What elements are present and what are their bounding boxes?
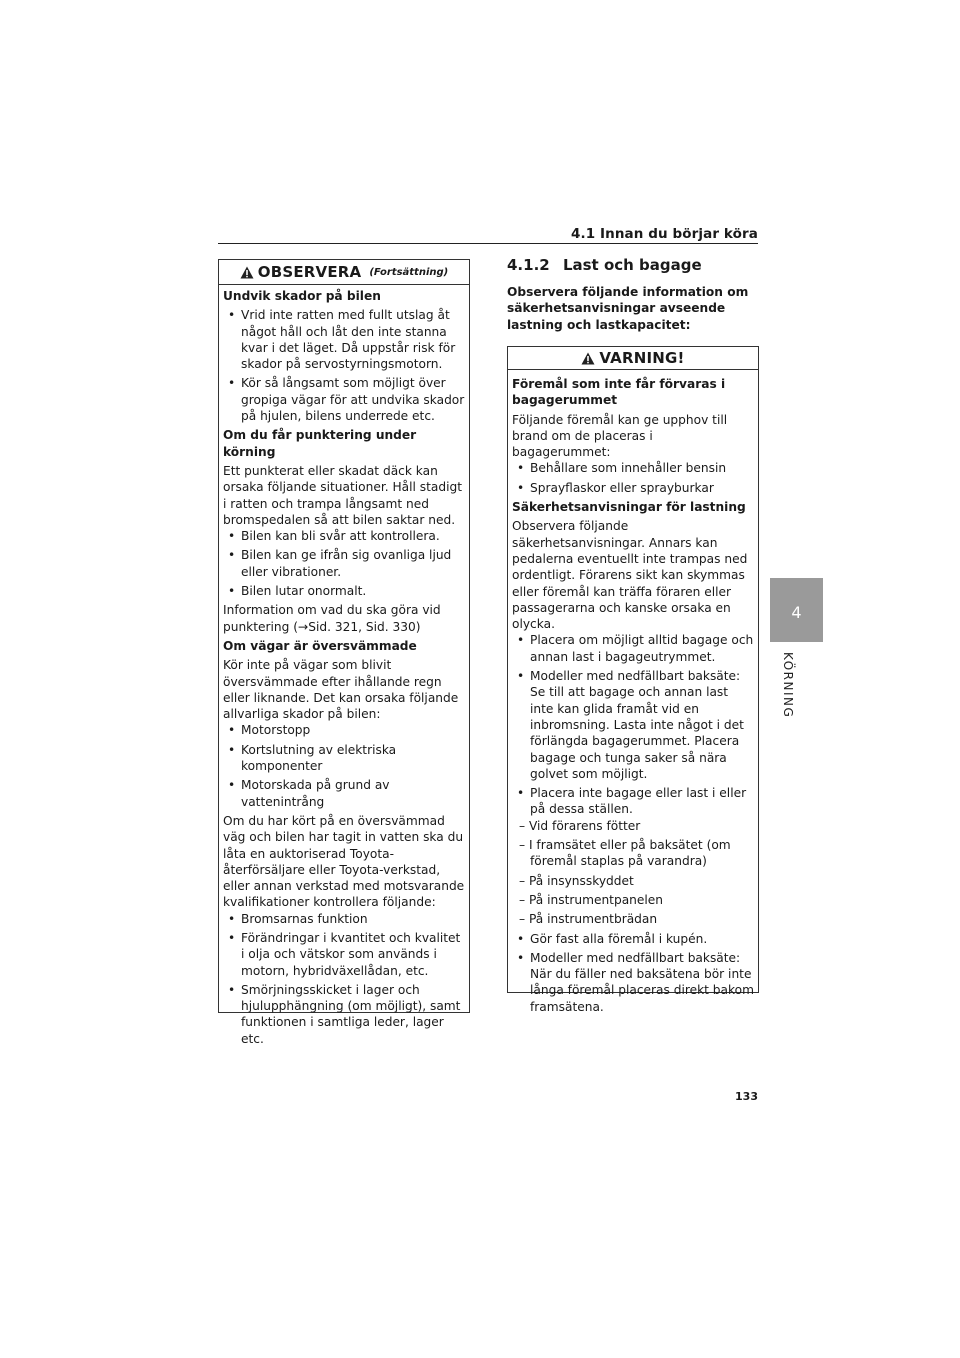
bullet-item: • Kortslutning av elektriska komponenter xyxy=(223,742,465,775)
section-title-text: Last och bagage xyxy=(562,256,702,274)
warning-body xyxy=(508,370,758,1015)
chapter-header: 4.1 Innan du börjar köra xyxy=(570,226,758,242)
bullet-item: • Modeller med nedfällbart baksäte: Se till att bagage och annan last inte kan glida framåt vid en inbromsning. Lasta inte något i det förlängda bagagerummet. Placera bagage och tunga saker så nära golvet som möjligt. xyxy=(512,668,754,782)
warning-box xyxy=(507,346,759,1014)
bullet-item: • Placera om möjligt alltid bagage och annan last i bagageutrymmet. xyxy=(512,632,754,665)
dash-item: – I framsätet eller på baksätet (om föremål staplas på varandra) xyxy=(512,837,754,870)
warning-box-header xyxy=(508,347,758,370)
paragraph: Observera följande säkerhetsanvisningar. Annars kan pedalerna eventuellt inte trampas ned ordentligt. Förarens sikt kan skymmas eller föremål kan träffa föraren eller passagerarna och kanske orsaka en olycka. xyxy=(512,519,748,632)
dash-item: – På instrumentpanelen xyxy=(512,892,754,908)
bullet-item: • Bilen kan ge ifrån sig ovanliga ljud eller vibrationer. xyxy=(223,547,465,580)
bullet-item: • Bilen lutar onormalt. xyxy=(223,583,465,599)
bullet-item: • Förändringar i kvantitet och kvalitet i olja och vätskor som används i motorn, hybridväxellådan, etc. xyxy=(223,930,465,979)
paragraph: Om du har kört på en översvämmad väg och bilen har tagit in vatten ska du låta en auktoriserad Toyota-återförsäljare eller Toyota-verkstad, eller annan verkstad med motsvarande kvalifikationer kontrollera följande: xyxy=(223,813,465,910)
bullet-item: • Motorstopp xyxy=(223,722,465,738)
bullet-item: • Sprayflaskor eller sprayburkar xyxy=(512,480,754,496)
dash-item: – Vid förarens fötter xyxy=(512,818,754,834)
warning-title: VARNING! xyxy=(599,349,685,367)
warning-triangle-icon xyxy=(240,266,254,279)
chapter-tab: 4 xyxy=(770,578,823,642)
warning-heading: Föremål som inte får förvaras i bagagerummet xyxy=(512,377,726,408)
caution-heading: Om du får punktering under körning xyxy=(223,428,417,459)
bullet-item: • Motorskada på grund av vattenintrång xyxy=(223,777,465,810)
paragraph: Information om vad du ska göra vid punktering (→Sid. 321, Sid. 330) xyxy=(223,603,441,634)
caution-heading: Undvik skador på bilen xyxy=(223,289,381,303)
bullet-item: • Placera inte bagage eller last i eller på dessa ställen. xyxy=(512,785,754,818)
bullet-item: • Gör fast alla föremål i kupén. xyxy=(512,931,754,947)
paragraph: Följande föremål kan ge upphov till brand om de placeras i bagagerummet: xyxy=(512,412,728,460)
bullet-item: • Modeller med nedfällbart baksäte: När du fäller ned baksätena bör inte långa föremål placeras direkt bakom framsätena. xyxy=(512,950,754,1015)
caution-box-header xyxy=(219,260,469,285)
warning-triangle-icon xyxy=(581,352,595,365)
bullet-item: • Behållare som innehåller bensin xyxy=(512,460,754,476)
page-number: 133 xyxy=(735,1090,758,1103)
section-title xyxy=(507,256,702,274)
chapter-side-label: KÖRNING xyxy=(781,652,795,719)
bullet-item: • Bilen kan bli svår att kontrollera. xyxy=(223,528,465,544)
bullet-item: • Vrid inte ratten med fullt utslag åt något håll och låt den inte stanna kvar i det läget. Då uppstår risk för skador på servostyrningsmotorn. xyxy=(223,307,465,372)
paragraph: Kör inte på vägar som blivit översvämmade efter ihållande regn eller liknande. Det kan orsaka följande allvarliga skador på bilen: xyxy=(223,658,459,722)
dash-item: – På instrumentbrädan xyxy=(512,911,754,927)
caution-heading: Om vägar är översvämmade xyxy=(223,638,417,653)
caution-subtitle: (Fortsättning) xyxy=(369,266,449,278)
header-rule xyxy=(218,243,758,244)
section-number: 4.1.2 xyxy=(507,256,550,274)
bullet-item: • Bromsarnas funktion xyxy=(223,911,465,927)
caution-body xyxy=(219,285,469,1047)
paragraph: Ett punkterat eller skadat däck kan orsaka följande situationer. Håll stadigt i ratten och trampa långsamt ned bromspedalen så att bilen saktar ned. xyxy=(223,463,462,527)
warning-heading: Säkerhetsanvisningar för lastning xyxy=(512,500,746,515)
section-intro: Observera följande information om säkerhetsanvisningar avseende lastning och lastkapacitet: xyxy=(507,285,749,332)
caution-title: OBSERVERA xyxy=(257,263,362,281)
bullet-item: • Kör så långsamt som möjligt över gropiga vägar för att undvika skador på hjulen, bilens underrede etc. xyxy=(223,375,465,424)
bullet-item: • Smörjningsskicket i lager och hjulupphängning (om möjligt), samt funktionen i samtliga leder, lager etc. xyxy=(223,982,465,1047)
caution-box xyxy=(218,259,470,1046)
dash-item: – På insynsskyddet xyxy=(512,873,754,889)
